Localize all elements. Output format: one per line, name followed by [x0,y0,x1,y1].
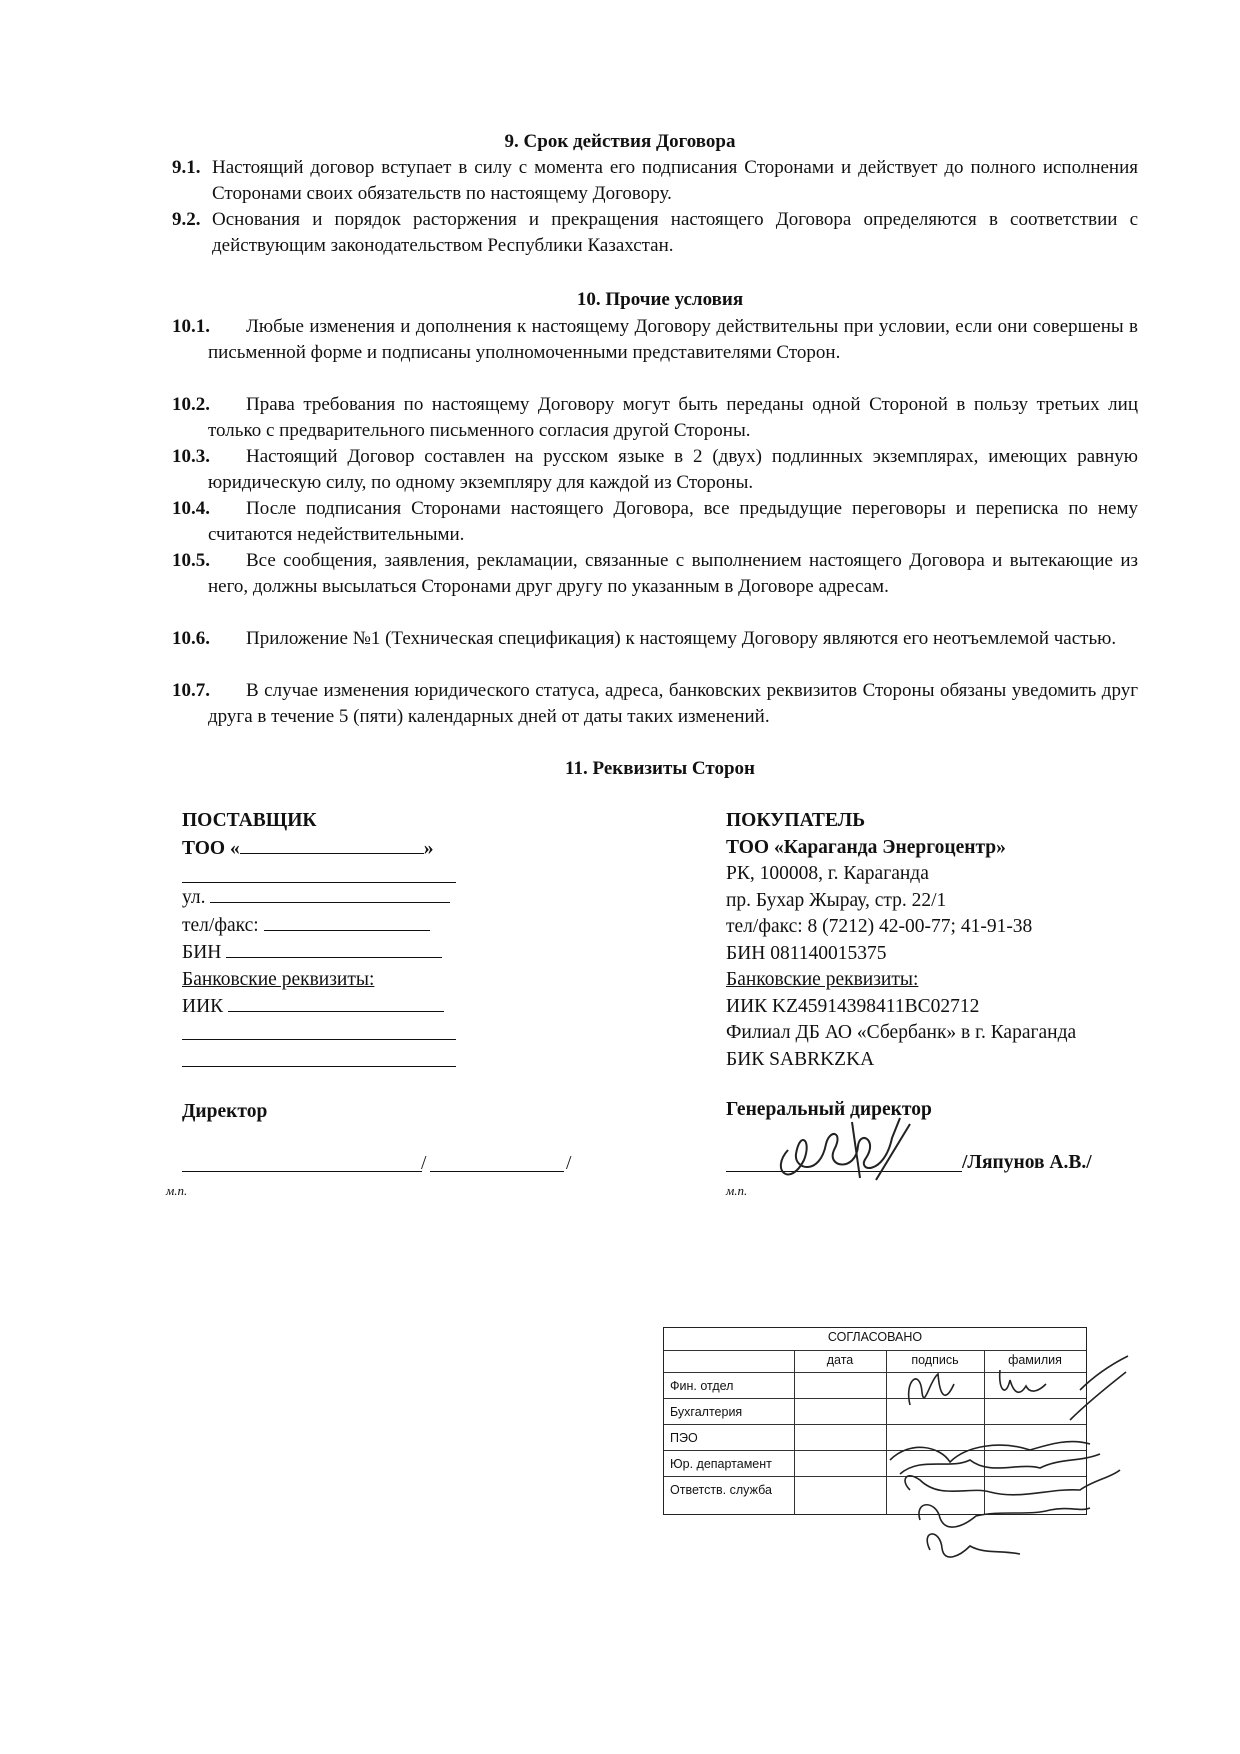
approval-row-label: Бухгалтерия [670,1405,743,1419]
clause-text: Любые изменения и дополнения к настоящему Договору действительны при условии, если они совершены в письменной форме и подписаны уполномоченными представителями Сторон. [208,316,1138,363]
clause-number: 10.1. [172,316,210,337]
supplier-signature-line [182,1171,422,1172]
buyer-stamp-mark: м.п. [726,1183,748,1198]
supplier-org-blank [240,835,424,854]
supplier-block [182,808,482,862]
supplier-iik-label: ИИК [182,996,224,1017]
approval-row-label: Юр. департамент [670,1457,772,1471]
section-10-title: 10. Прочие условия [576,289,744,310]
clause-text: Права требования по настоящему Договору могут быть переданы одной Стороной в пользу третьих лиц только с предварительного письменного согласия другой Стороны. [208,394,1138,441]
buyer-address: пр. Бухар Жырау, стр. 22/1 [726,889,947,911]
supplier-street-blank [210,884,450,903]
supplier-blank-line [182,1039,456,1040]
supplier-blank-line [182,882,456,883]
clause-number: 10.5. [172,550,210,571]
buyer-bik: БИК SABRKZKA [726,1048,875,1070]
approval-row-label: ПЭО [670,1431,698,1445]
supplier-blank-line [182,1066,456,1067]
supplier-street-label: ул. [182,887,206,908]
clause-text: Основания и порядок расторжения и прекращения настоящего Договора определяются в соответствии с действующим законодательством Республики Казахстан. [212,209,1138,256]
buyer-bank-label: Банковские реквизиты: [726,969,919,990]
approval-col-header: дата [826,1353,854,1367]
buyer-iik: ИИК KZ45914398411BC02712 [726,995,980,1017]
buyer-block [726,808,1186,1073]
approval-title: СОГЛАСОВАНО [827,1330,923,1344]
buyer-signer-name: /Ляпунов А.В./ [962,1152,1092,1173]
clause-text: Настоящий договор вступает в силу с момента его подписания Сторонами и действует до полного исполнения Сторонами своих обязательств по настоящему Договору. [212,157,1138,204]
supplier-org-prefix: ТОО « [182,837,240,859]
supplier-phone-label: тел/факс: [182,914,259,936]
buyer-bank-name: Филиал ДБ АО «Сбербанк» в г. Караганда [726,1022,1077,1043]
clause-text: Все сообщения, заявления, рекламации, связанные с выполнением настоящего Договора и вытекающие из него, должны высылаться Сторонами друг другу по указанным в Договоре адресам. [208,550,1138,597]
director-signature [760,1110,940,1190]
clause-number: 10.3. [172,446,210,467]
supplier-bank-label: Банковские реквизиты: [182,968,375,990]
supplier-slash: / [421,1153,427,1174]
supplier-phone-blank [264,912,430,931]
clause-number: 10.2. [172,394,210,415]
buyer-bin: БИН 081140015375 [726,942,887,964]
supplier-iik-blank [228,993,444,1012]
buyer-address: РК, 100008, г. Караганда [726,863,929,884]
clause-number: 10.7. [172,680,210,701]
section-11-title: 11. Реквизиты Сторон [565,758,755,779]
supplier-bin-label: БИН [182,942,222,963]
clause-text: В случае изменения юридического статуса, адреса, банковских реквизитов Стороны обязаны уведомить друг друга в течение 5 (пяти) календарных дней от даты таких изменений. [208,680,1138,727]
buyer-phone: тел/факс: 8 (7212) 42-00-77; 41-91-38 [726,916,1033,937]
approval-row-label: Фин. отдел [670,1379,734,1393]
clause-text: После подписания Сторонами настоящего Договора, все предыдущие переговоры и переписка по нему считаются недействительными. [208,498,1138,545]
supplier-name-line [430,1171,564,1172]
buyer-signer-title: Генеральный директор [726,1099,932,1120]
approval-col-header: подпись [911,1353,959,1367]
supplier-heading: ПОСТАВЩИК [182,810,317,831]
buyer-heading: ПОКУПАТЕЛЬ [726,810,866,831]
clause-number: 10.4. [172,498,210,519]
supplier-details [182,884,482,1021]
supplier-slash: / [566,1153,572,1174]
approval-col-header: фамилия [1008,1353,1062,1367]
section-9-title: 9. Срок действия Договора [504,131,736,152]
supplier-org-suffix: » [423,837,434,859]
supplier-signer-title: Директор [182,1101,268,1122]
clause-number: 9.1. [172,157,201,178]
approval-row-label: Ответств. служба [670,1483,772,1497]
clause-text: Настоящий Договор составлен на русском языке в 2 (двух) подлинных экземплярах, имеющих равную юридическую силу, по одному экземпляру для каждой из Стороны. [208,446,1138,493]
supplier-bin-blank [226,939,442,958]
clause-number: 9.2. [172,209,201,230]
buyer-org: ТОО «Караганда Энергоцентр» [726,836,1006,858]
clause-text: Приложение №1 (Техническая спецификация) к настоящему Договору являются его неотъемлемой частью. [246,628,1117,649]
clause-number: 10.6. [172,628,210,649]
approval-signatures [880,1350,1130,1580]
supplier-stamp-mark: м.п. [166,1183,188,1198]
